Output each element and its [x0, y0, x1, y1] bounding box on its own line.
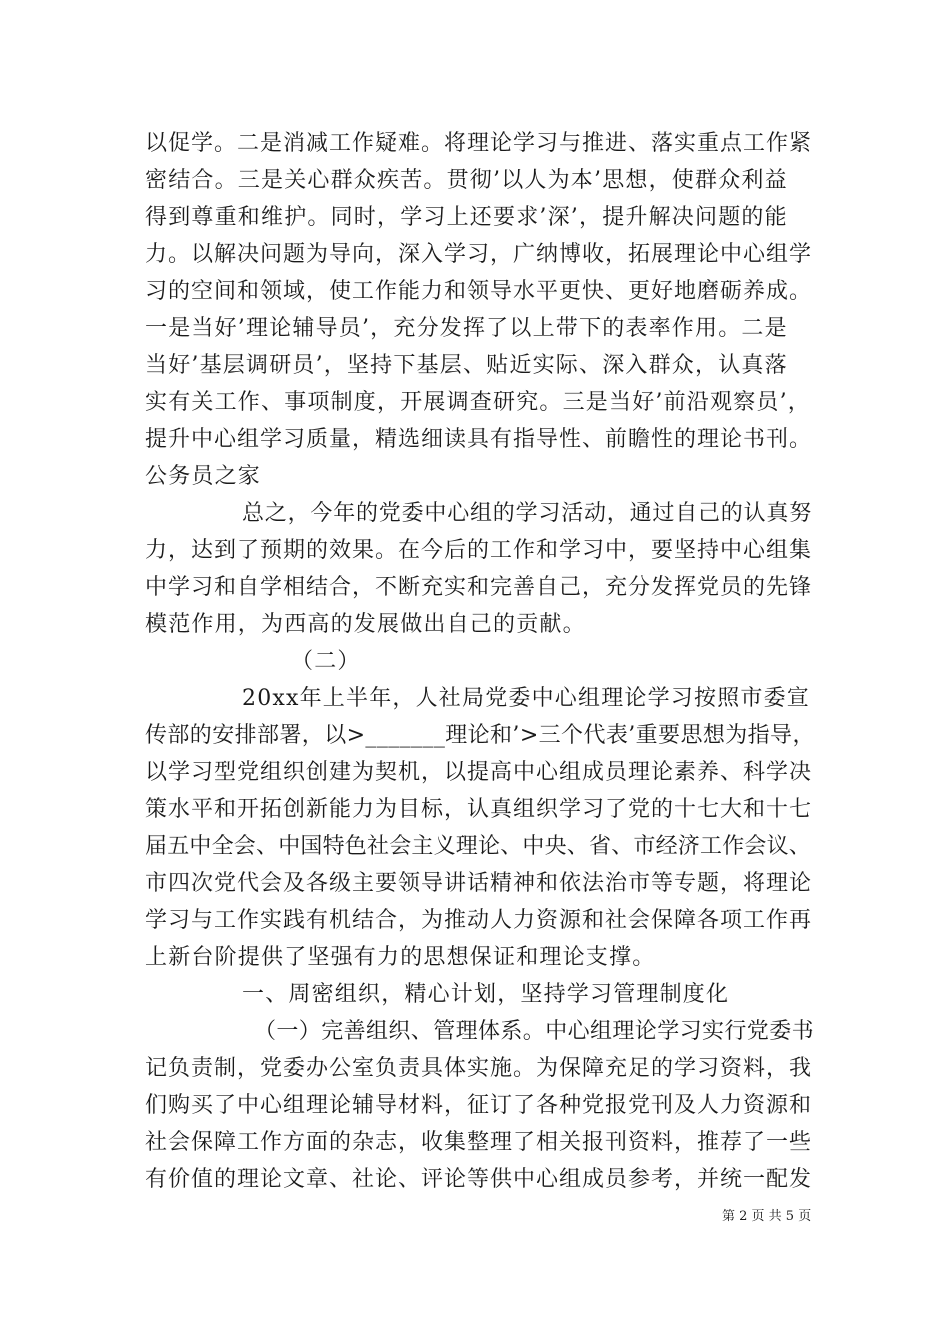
text-line: 传部的安排部署，以>_______理论和’>三个代表’重要思想为指导，: [145, 723, 815, 748]
paragraph-start-line: 20xx年上半年，人社局党委中心组理论学习按照市委宣: [242, 686, 811, 711]
paragraph-start-line: 总之，今年的党委中心组的学习活动，通过自己的认真努: [242, 501, 813, 526]
text-line: 们购买了中心组理论辅导材料，征订了各种党报党刊及人力资源和: [145, 1093, 813, 1118]
text-line: 实有关工作、事项制度，开展调查研究。三是当好’前沿观察员’，: [145, 390, 811, 415]
text-line: 得到尊重和维护。同时，学习上还要求’深’，提升解决问题的能: [145, 205, 788, 230]
page-number: 第 2 页 共 5 页: [722, 1209, 812, 1224]
paragraph-start-line: （一）完善组织、管理体系。中心组理论学习实行党委书: [254, 1019, 815, 1044]
text-line: 一是当好’理论辅导员’，充分发挥了以上带下的表率作用。二是: [145, 316, 788, 341]
text-line: 模范作用，为西高的发展做出自己的贡献。: [145, 612, 586, 637]
section-heading: （二）: [291, 649, 361, 674]
text-line: 学习与工作实践有机结合，为推动人力资源和社会保障各项工作再: [145, 908, 813, 933]
text-line: 市四次党代会及各级主要领导讲话精神和依法治市等专题，将理论: [145, 871, 813, 896]
text-line: 以促学。二是消减工作疑难。将理论学习与推进、落实重点工作紧: [145, 131, 813, 156]
text-line: 记负责制，党委办公室负责具体实施。为保障充足的学习资料，我: [145, 1056, 813, 1081]
text-line: 公务员之家: [145, 464, 262, 489]
text-line: 上新台阶提供了坚强有力的思想保证和理论支撑。: [145, 945, 656, 970]
text-line: 以学习型党组织创建为契机，以提高中心组成员理论素养、科学决: [145, 760, 813, 785]
text-line: 习的空间和领域，使工作能力和领导水平更快、更好地磨砺养成。: [145, 279, 813, 304]
text-line: 密结合。三是关心群众疾苦。贯彻’以人为本’思想，使群众利益: [145, 168, 788, 193]
text-line: 力。以解决问题为导向，深入学习，广纳博收，拓展理论中心组学: [145, 242, 813, 267]
text-line: 有价值的理论文章、社论、评论等供中心组成员参考，并统一配发: [145, 1167, 813, 1192]
text-line: 中学习和自学相结合，不断充实和完善自己，充分发挥党员的先锋: [145, 575, 813, 600]
text-line: 当好’基层调研员’，坚持下基层、贴近实际、深入群众，认真落: [145, 353, 788, 378]
text-line: 策水平和开拓创新能力为目标，认真组织学习了党的十七大和十七: [145, 797, 813, 822]
text-line: 力，达到了预期的效果。在今后的工作和学习中，要坚持中心组集: [145, 538, 813, 563]
text-line: 提升中心组学习质量，精选细读具有指导性、前瞻性的理论书刊。: [145, 427, 813, 452]
section-heading: 一、周密组织，精心计划，坚持学习管理制度化: [242, 982, 730, 1007]
text-line: 社会保障工作方面的杂志，收集整理了相关报刊资料，推荐了一些: [145, 1130, 813, 1155]
text-line: 届五中全会、中国特色社会主义理论、中央、省、市经济工作会议、: [145, 834, 812, 859]
